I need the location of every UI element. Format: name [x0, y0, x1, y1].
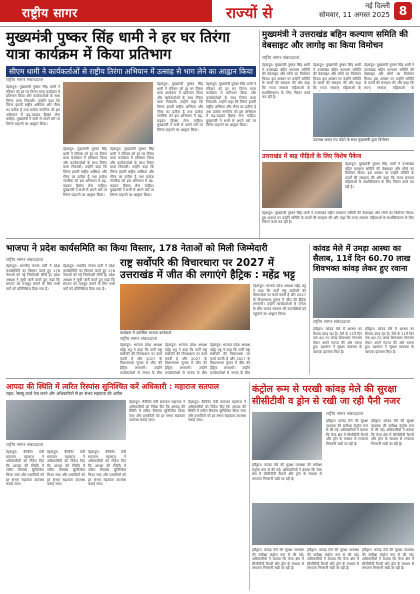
- page-header: [0, 0, 420, 30]
- bottom-right-body-col2: हरिद्वार। कांवड़ मेले की सुरक्षा व्यवस्था की समीक्षा कंट्रोल रूम से की गई। अधिकारियों ने बताया कि मेला क्षेत्र में सीसीटीवी कैमरों और ड्रोन के माध्यम से लगातार निगरानी रखी जा रही है।: [371, 419, 414, 446]
- right-box-body: देहरादून। मुख्यमंत्री पुष्कर सिंह धामी ने उत्तराखंड बहिन कल्याण समिति की वेबसाइट और लोगो का विमोचन किया। इस अवसर पर उन्होंने समिति के कार्यों की सराहना की और कहा कि राज्य सरकार महिलाओं के सशक्तिकरण के लिए निरंतर कार्य कर रही है।: [345, 162, 414, 189]
- mid-left-body-col1: देहरादून। भारतीय जनता पार्टी ने प्रदेश कार्यसमिति का विस्तार करते हुए 178 नेताओं को नई जिम्मेदारी सौंपी है। प्रदेश अध्यक्ष ने सूची जारी करते हुए कहा कि संगठन को मजबूत बनाने के लिए सभी वर्गों को प्रतिनिधित्व दिया गया है।: [6, 264, 60, 291]
- section-rule-1: [6, 238, 414, 239]
- bottom-left-body-col2: देहरादून। कैबिनेट मंत्री सतपाल महाराज ने अधिकारियों को निर्देश दिए कि आपदा की स्थिति में त्वरित रिस्पांस सुनिश्चित किया जाए और प्रभावितों को हर संभव सहायता उपलब्ध कराई जाए।: [47, 450, 85, 487]
- right-box-photo: [262, 162, 342, 208]
- col-divider-2: [309, 244, 310, 374]
- bottom-right-body-col0: हरिद्वार। कांवड़ मेले की सुरक्षा व्यवस्था की समीक्षा कंट्रोल रूम से की गई। अधिकारियों ने बताया कि मेला क्षेत्र में सीसीटीवी कैमरों और ड्रोन के माध्यम से लगातार निगरानी रखी जा रही है।: [252, 463, 322, 481]
- right-box-title: उत्तराखंड में बाढ़ पीड़ितों के लिए विशेष पैकेज: [262, 153, 362, 160]
- lead-headline: मुख्यमंत्री पुष्कर सिंह धामी ने हर घर तिरंगा यात्रा कार्यक्रम में किया प्रतिभाग: [6, 30, 230, 63]
- paper-name: राष्ट्रीय सागर: [22, 6, 78, 20]
- right-top-body-col2: देहरादून। मुख्यमंत्री पुष्कर सिंह धामी ने उत्तराखंड बहिन कल्याण समिति की वेबसाइट और लोगो का विमोचन किया। इस अवसर पर उन्होंने समिति के कार्यों की सराहना की और कहा कि राज्य सरकार महिलाओं के: [313, 63, 361, 90]
- mid-right-byline: राष्ट्रीय सागर संवाददाता: [313, 320, 351, 325]
- right-top-photo: [313, 93, 414, 137]
- bottom-left-body-col3: देहरादून। कैबिनेट मंत्री सतपाल महाराज ने अधिकारियों को निर्देश दिए कि आपदा की स्थिति में त्वरित रिस्पांस सुनिश्चित किया जाए और प्रभावितों को हर संभव सहायता उपलब्ध कराई जाए।: [88, 450, 126, 487]
- mid-right-body-col2: हरिद्वार। कांवड मेले में आस्था का सैलाब उमड़ रहा है। मेले के 11वें दिन तक 60.70 लाख शिवभक्त गंगाजल लेकर अपने गंतव्य की ओर रवाना हुए। प्रशासन ने सुरक्षा व्यवस्था के व्यापक इंतजाम किए हैं।: [365, 327, 414, 354]
- lead-photo: [63, 82, 153, 144]
- date-city: नई दिल्ली: [365, 2, 390, 10]
- col-divider: [259, 30, 260, 238]
- mid-left-body-col2: देहरादून। भारतीय जनता पार्टी ने प्रदेश कार्यसमिति का विस्तार करते हुए 178 नेताओं को नई जिम्मेदारी सौंपी है। प्रदेश अध्यक्ष ने सूची जारी करते हुए कहा कि संगठन को मजबूत बनाने के लिए सभी वर्गों को प्रतिनिधित्व दिया गया है।: [63, 264, 115, 291]
- bottom-left-body-col1: देहरादून। कैबिनेट मंत्री सतपाल महाराज ने अधिकारियों को निर्देश दिए कि आपदा की स्थिति में त्वरित रिस्पांस सुनिश्चित किया जाए और प्रभावितों को हर संभव सहायता उपलब्ध कराई जाए।: [6, 450, 44, 487]
- bottom-left-headline: आपदा की स्थिति में त्वरित रिस्पांस सुनिश्चित करें अधिकारी : महाराज सतपाल: [6, 382, 219, 391]
- mid-center-photo-caption: कार्यक्रम में उपस्थित भाजपा कार्यकर्ता: [120, 330, 172, 335]
- mid-center-body-col2: देहरादून। भाजपा प्रदेश अध्यक्ष महेंद्र भट्ट ने कहा कि पार्टी राष्ट्र सर्वोपरि की विचारधारा पर कार्य करती है और 2027 के विधानसभा चुनाव में जीत की हैट्रिक लगाएगी। उन्होंने कार्यकर्ताओं से जनता के बीच: [165, 343, 207, 374]
- bottom-right-body-col1: हरिद्वार। कांवड़ मेले की सुरक्षा व्यवस्था की समीक्षा कंट्रोल रूम से की गई। अधिकारियों ने बताया कि मेला क्षेत्र में सीसीटीवी कैमरों और ड्रोन के माध्यम से लगातार निगरानी रखी जा रही है।: [326, 419, 368, 446]
- date-text: सोमवार, 11 अगस्त 2025: [319, 11, 390, 19]
- mid-left-byline: राष्ट्रीय सागर संवाददाता: [6, 258, 44, 263]
- mid-left-headline: भाजपा ने प्रदेश कार्यसमिति का किया विस्तार, 178 नेताओं को मिली जिम्मेदारी: [6, 244, 268, 254]
- mid-center-byline: राष्ट्रीय सागर संवाददाता: [120, 337, 158, 342]
- lead-subhead: सीएम धामी ने कार्यकर्ताओं से राष्ट्रीय तिरंगा अभियान में उत्साह से भाग लेने का आह्वान किया: [6, 66, 256, 77]
- bottom-right-body-col3: हरिद्वार। कांवड़ मेले की सुरक्षा व्यवस्था की समीक्षा कंट्रोल रूम से की गई। अधिकारियों ने बताया कि मेला क्षेत्र में सीसीटीवी कैमरों और ड्रोन के माध्यम से लगातार निगरानी रखी जा रही है।: [252, 548, 304, 571]
- bottom-right-byline: राष्ट्रीय सागर संवाददाता: [326, 412, 364, 417]
- bottom-left-byline: राष्ट्रीय सागर संवाददाता: [6, 443, 44, 448]
- mid-center-body-side: देहरादून। भाजपा प्रदेश अध्यक्ष महेंद्र भट्ट ने कहा कि पार्टी राष्ट्र सर्वोपरि की विचारधारा पर कार्य करती है और 2027 के विधानसभा चुनाव में जीत की हैट्रिक लगाएगी। उन्होंने कार्यकर्ताओं से जनता के बीच जाकर सरकार की उपलब्धियों को पहुंचाने का आह्वान किया।: [253, 284, 306, 316]
- right-top-photo-caption: उपलब्ध कराए गए फोटो के साथ मुख्यमंत्री द्वारा विमोचन: [313, 137, 390, 142]
- right-top-byline: राष्ट्रीय सागर संवाददाता: [262, 56, 300, 61]
- right-top-headline: मुख्यमंत्री ने उत्तराखंड बहिन कल्याण समिति की वेबसाइट और लागोइ का किया विमोचन: [262, 30, 408, 51]
- mid-center-body-col3: देहरादून। भाजपा प्रदेश अध्यक्ष महेंद्र भट्ट ने कहा कि पार्टी राष्ट्र सर्वोपरि की विचारधारा पर कार्य करती है और 2027 के विधानसभा चुनाव में जीत की हैट्रिक लगाएगी। उन्होंने कार्यकर्ताओं से जनता के बीच: [210, 343, 250, 374]
- lead-body-col5: देहरादून। मुख्यमंत्री पुष्कर सिंह धामी ने रविवार को हर घर तिरंगा यात्रा कार्यक्रम में प्रतिभाग किया और कार्यकर्ताओं के साथ तिरंगा यात्रा निकाली। उन्होंने कहा कि तिरंगा हमारी राष्ट्रीय अस्मिता और गौरव का प्रतीक है तथा प्रत्येक नागरिक को इस अभियान में बढ़-चढ़कर हिस्सा लेना चाहिए। मुख्यमंत्री ने सभी से अपने घरों पर तिरंगा फहराने का आह्वान किया।: [206, 82, 256, 128]
- mid-right-headline: कांवड मेले में उमड़ा आस्था का सैलाब, 11वें दिन 60.70 लाख शिवभक्त कांवड़ लेकर हुए रवाना: [313, 244, 411, 273]
- bottom-left-photo: [6, 400, 126, 440]
- mid-right-photo: [313, 278, 414, 318]
- bottom-left-subhead: राहत, रेस्क्यू कार्य तेज करने और अधिकारियों से हर संभव सहायता की अपील: [6, 391, 123, 396]
- mid-center-headline: राष्ट्र सर्वोपरि की विचारधारा पर 2027 में उत्तराखंड में जीत की लगाएंगे हैट्रिक : महेंद्र भट्ट: [120, 258, 295, 281]
- lead-body-col3: देहरादून। मुख्यमंत्री पुष्कर सिंह धामी ने रविवार को हर घर तिरंगा यात्रा कार्यक्रम में प्रतिभाग किया और कार्यकर्ताओं के साथ तिरंगा यात्रा निकाली। उन्होंने कहा कि तिरंगा हमारी राष्ट्रीय अस्मिता और गौरव का प्रतीक है तथा प्रत्येक नागरिक को इस अभियान में बढ़-चढ़कर हिस्सा लेना चाहिए। मुख्यमंत्री ने सभी से अपने घरों पर तिरंगा फहराने का आह्वान किया।: [110, 147, 154, 197]
- bottom-left-body-col4: देहरादून। कैबिनेट मंत्री सतपाल महाराज ने अधिकारियों को निर्देश दिए कि आपदा की स्थिति में त्वरित रिस्पांस सुनिश्चित किया जाए और प्रभावितों को हर संभव सहायता उपलब्ध कराई जाए।: [129, 400, 185, 423]
- section-title: राज्यों से: [226, 4, 273, 22]
- lead-body-col4: देहरादून। मुख्यमंत्री पुष्कर सिंह धामी ने रविवार को हर घर तिरंगा यात्रा कार्यक्रम में प्रतिभाग किया और कार्यकर्ताओं के साथ तिरंगा यात्रा निकाली। उन्होंने कहा कि तिरंगा हमारी राष्ट्रीय अस्मिता और गौरव का प्रतीक है तथा प्रत्येक नागरिक को इस अभियान में बढ़-चढ़कर हिस्सा लेना चाहिए। मुख्यमंत्री ने सभी से अपने घरों पर तिरंगा फहराने का आह्वान किया।: [157, 82, 203, 132]
- mid-right-body-col1: हरिद्वार। कांवड मेले में आस्था का सैलाब उमड़ रहा है। मेले के 11वें दिन तक 60.70 लाख शिवभक्त गंगाजल लेकर अपने गंतव्य की ओर रवाना हुए। प्रशासन ने सुरक्षा व्यवस्था के व्यापक इंतजाम किए हैं।: [313, 327, 362, 354]
- bottom-left-body-col5: देहरादून। कैबिनेट मंत्री सतपाल महाराज ने अधिकारियों को निर्देश दिए कि आपदा की स्थिति में त्वरित रिस्पांस सुनिश्चित किया जाए और प्रभावितों को हर संभव सहायता उपलब्ध कराई जाए।: [188, 400, 246, 423]
- bottom-right-photo-1: [252, 412, 322, 460]
- col-divider-3: [249, 382, 250, 590]
- lead-body-col2: देहरादून। मुख्यमंत्री पुष्कर सिंह धामी ने रविवार को हर घर तिरंगा यात्रा कार्यक्रम में प्रतिभाग किया और कार्यकर्ताओं के साथ तिरंगा यात्रा निकाली। उन्होंने कहा कि तिरंगा हमारी राष्ट्रीय अस्मिता और गौरव का प्रतीक है तथा प्रत्येक नागरिक को इस अभियान में बढ़-चढ़कर हिस्सा लेना चाहिए। मुख्यमंत्री ने सभी से अपने घरों पर तिरंगा फहराने का आह्वान किया।: [63, 147, 107, 197]
- lead-body-col1: देहरादून। मुख्यमंत्री पुष्कर सिंह धामी ने रविवार को हर घर तिरंगा यात्रा कार्यक्रम में प्रतिभाग किया और कार्यकर्ताओं के साथ तिरंगा यात्रा निकाली। उन्होंने कहा कि तिरंगा हमारी राष्ट्रीय अस्मिता और गौरव का प्रतीक है तथा प्रत्येक नागरिक को इस अभियान में बढ़-चढ़कर हिस्सा लेना चाहिए। मुख्यमंत्री ने सभी से अपने घरों पर तिरंगा फहराने का आह्वान किया।: [6, 85, 60, 126]
- date-block: [319, 2, 390, 20]
- header-rule: [0, 26, 420, 27]
- section-rule-2: [6, 378, 414, 379]
- right-box-body2: देहरादून। मुख्यमंत्री पुष्कर सिंह धामी ने उत्तराखंड बहिन कल्याण समिति की वेबसाइट और लोगो का विमोचन किया। इस अवसर पर उन्होंने समिति के कार्यों की सराहना की और कहा कि राज्य सरकार महिलाओं के सशक्तिकरण के लिए निरंतर कार्य कर रही है।: [262, 211, 414, 225]
- bottom-right-headline: कंट्रोल रूम से परखी कांवड़ मेले की सुरक्षा सीसीटीवी व ड्रोन से रखी जा रही पैनी नजर: [252, 384, 401, 407]
- mid-center-photo: [120, 284, 250, 330]
- lead-byline: राष्ट्रीय सागर संवाददाता: [6, 78, 44, 83]
- bottom-right-body-col5: हरिद्वार। कांवड़ मेले की सुरक्षा व्यवस्था की समीक्षा कंट्रोल रूम से की गई। अधिकारियों ने बताया कि मेला क्षेत्र में सीसीटीवी कैमरों और ड्रोन के माध्यम से लगातार निगरानी रखी जा रही है।: [362, 548, 414, 571]
- bottom-right-body-col4: हरिद्वार। कांवड़ मेले की सुरक्षा व्यवस्था की समीक्षा कंट्रोल रूम से की गई। अधिकारियों ने बताया कि मेला क्षेत्र में सीसीटीवी कैमरों और ड्रोन के माध्यम से लगातार निगरानी रखी जा रही है।: [307, 548, 359, 571]
- bottom-right-photo-2: [252, 503, 414, 545]
- right-rule: [262, 150, 414, 151]
- right-top-body-col3: देहरादून। मुख्यमंत्री पुष्कर सिंह धामी ने उत्तराखंड बहिन कल्याण समिति की वेबसाइट और लोगो का विमोचन किया। इस अवसर पर उन्होंने समिति के कार्यों की सराहना की और कहा कि राज्य सरकार महिलाओं के: [364, 63, 414, 90]
- right-top-body-col1: देहरादून। मुख्यमंत्री पुष्कर सिंह धामी ने उत्तराखंड बहिन कल्याण समिति की वेबसाइट और लोगो का विमोचन किया। इस अवसर पर उन्होंने समिति के कार्यों की सराहना की और कहा कि राज्य सरकार महिलाओं के सशक्तिकरण के लिए निरंतर कार्य कर रही है।: [262, 63, 310, 100]
- mid-center-body-col1: देहरादून। भाजपा प्रदेश अध्यक्ष महेंद्र भट्ट ने कहा कि पार्टी राष्ट्र सर्वोपरि की विचारधारा पर कार्य करती है और 2027 के विधानसभा चुनाव में जीत की हैट्रिक लगाएगी। उन्होंने कार्यकर्ताओं से जनता के बीच: [120, 343, 162, 374]
- page-number: 8: [394, 2, 412, 20]
